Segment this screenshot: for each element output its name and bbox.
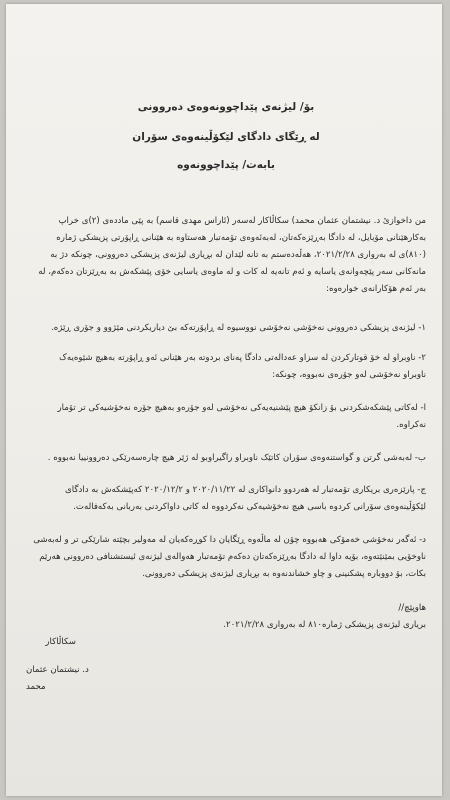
paragraph-intro [26, 213, 426, 298]
reason-c [26, 482, 426, 516]
reason-a [26, 400, 426, 434]
reason-d [26, 532, 426, 583]
reason-2 [26, 350, 426, 384]
text-line: ٢- ناوبراو لە خۆ قوتارکردن لە سزاو عەدالەتی دادگا پەنای بردوتە بەر هێنانی ئەو ڕاپۆرتە بەهیچ شێوەیەک [59, 353, 426, 363]
reason-b [26, 450, 426, 467]
text-line: من داخوازێ د. نیشتمان عثمان محمد) سکاڵاکار لەسەر (ئاراس مهدی قاسم) بە پێی ماددەی (۲)ی خراپ [58, 216, 426, 226]
heading-via: لە ڕێگای دادگای لێکۆڵینەوەی سۆران [132, 131, 320, 143]
attachments-label: هاوپێچ// [398, 603, 426, 613]
attachments-list [26, 617, 426, 634]
text-line: نەکراوە. [396, 420, 426, 430]
text-line: لێکۆڵینەوەی سۆرانی کردوە باسی هیچ نەخۆشیەکی نەکردووە لە کاتی داواکردنی بەربانی بەکەفالەت. [73, 502, 426, 512]
text-line: مانەکانی سەر پێچەوانەی یاسایە و ئەم تانەیە لە کات و لە ماوەی یاسایی خۆی پێشکەش بە بەڕێزتان دەکەم، لە [38, 267, 426, 277]
heading-addressee: بۆ/ لیژنەی پێداچوونەوەی دەروونی [137, 101, 315, 113]
document-page [6, 4, 442, 796]
text-line: ا- لەکاتی پێشکەشکردنی بۆ زانکۆ هیچ پێشنیەیەکی نەخۆشی لەو جۆرەو بەهیچ جۆرە نەخۆشیەکی تر تۆمار [57, 403, 426, 413]
text-line: (۸۱۰)ی لە بەرواری ۲۰۲۱/۲/۲۸، هەڵەدەستم بە تانە لێدان لە بڕیاری لیژنەی پزیشکی دەروونی، چونکە دژ بە [50, 250, 426, 260]
text-line: ناوبراو نەخۆشی لەو جۆرەی نەبووە، چونکە: [272, 370, 426, 380]
text-line: د- ئەگەر نەخۆشی خەمۆکی هەبووە چۆن لە ماڵەوە ڕێگایان دا کوڕەکەیان لە مەولیر بچێتە شارێکی تر و لەبەشی [33, 535, 426, 545]
text-line: ج- پارێزەری بریکاری تۆمەتبار لە هەردوو دانواکاری لە ۲۰۲۰/۱۱/۲۲ و ۲۰۲۰/۱۲/۲ کەپێشکەش بە دادگای [65, 485, 426, 495]
reason-1 [26, 320, 426, 337]
text-line: ١- لیژنەی پزیشکی دەروونی نەخۆشی نەخۆشی نووسیوە لە ڕاپۆرتەکە بێ دیاریکردنی مێژوو و جۆری ڕێژە. [51, 323, 426, 333]
text-line: بەکارهێنانی مۆبایل، لە دادگا بەڕێزەکەتان، لەبەئەوەی تۆمەتبار هەستاوە بە هێنانی ڕاپۆرتی پزیشکی ژمارە [56, 233, 426, 243]
signature-name: د. نیشتمان عثمان محمد [26, 665, 89, 692]
text-line: ب- لەبەشی گرتن و گواستنەوەی سۆران کاتێک ناوبراو راگیراوبو لە ژێر هیچ چارەسەرێکی دەروونییا نەبووە . [47, 453, 426, 463]
signature-role: سکاڵاکار [45, 637, 76, 647]
attachment-item: بریاری لیژنەی پزیشکی ژمارە۸۱۰ لە بەرواری ۲۰۲۱/۲/۲۸. [223, 620, 426, 630]
letter-body [26, 4, 426, 796]
text-line: بکات، بۆ دووبارە پشکنینی و چاو خشاندنەوە بە بڕیاری لیژنەی پزیشکی دەروونی. [142, 569, 426, 579]
heading-subject: بابەت/ پێداچوونەوە [177, 159, 275, 171]
text-line: ناوخۆیی بمێنێتەوە، بۆیە داوا لە دادگا بەڕێزەکەتان دەکەم تۆمەتبار هەوالەی لیژنەی ئیستشنافی دەروونی هەرێم [39, 552, 426, 562]
text-line: بەر ئەم هۆکارانەی خوارەوە: [326, 284, 426, 294]
